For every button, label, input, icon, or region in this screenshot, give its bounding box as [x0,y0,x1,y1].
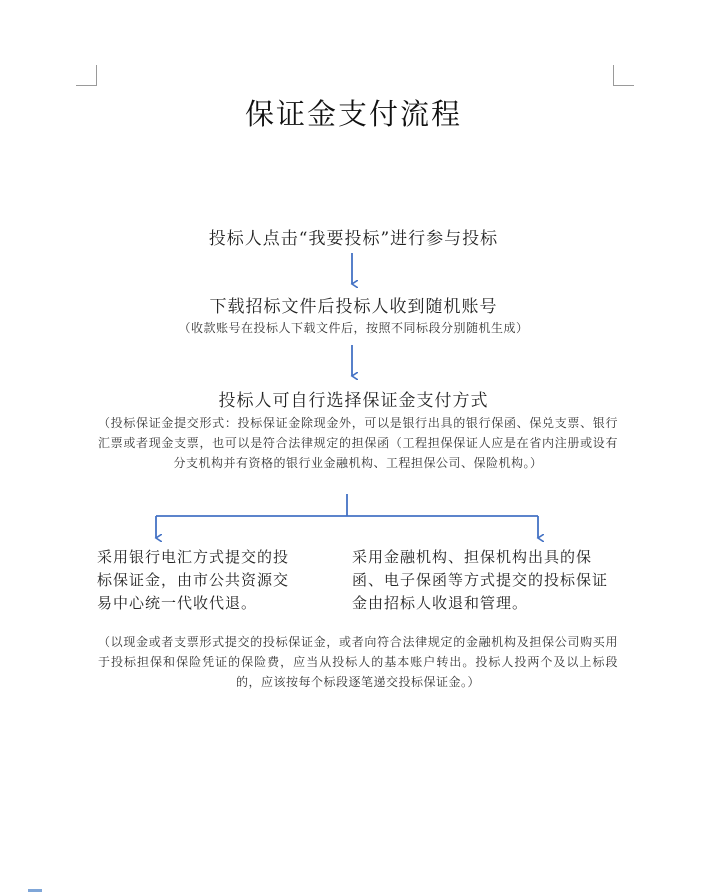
step-2-note: （收款账号在投标人下载文件后，按照不同标段分别随机生成） [178,321,529,335]
step-3-choose-payment: 投标人可自行选择保证金支付方式 [218,391,489,411]
footer-note: （以现金或者支票形式提交的投标保证金，或者向符合法律规定的金融机构及担保公司购买用于投标担保和保险凭证的保险费，应当从投标人的基本账户转出。投标人投两个及以上标段的，应该按每个标段逐笔递交投标保证金。） [98,635,618,689]
page-bottom-marker [28,889,42,892]
step-2-download-files: 下载招标文件后投标人收到随机账号 [209,297,498,317]
branch-right-guarantee: 采用金融机构、担保机构出具的保函、电子保函等方式提交的投标保证金由招标人收退和管理。 [352,548,609,612]
branch-left-wire-transfer: 采用银行电汇方式提交的投标保证金，由市公共资源交易中心统一代收代退。 [97,548,290,612]
step-1-click-bid: 投标人点击“我要投标”进行参与投标 [208,229,499,249]
step-3-note: （投标保证金提交形式：投标保证金除现金外，可以是银行出具的银行保函、保兑支票、银行汇票或者现金支票，也可以是符合法律规定的担保函（工程担保保证人应是在省内注册或设有分支机构并有资格的银行业金融机构、工程担保公司、保险机构。） [98,416,618,470]
document-title: 保证金支付流程 [244,97,462,131]
